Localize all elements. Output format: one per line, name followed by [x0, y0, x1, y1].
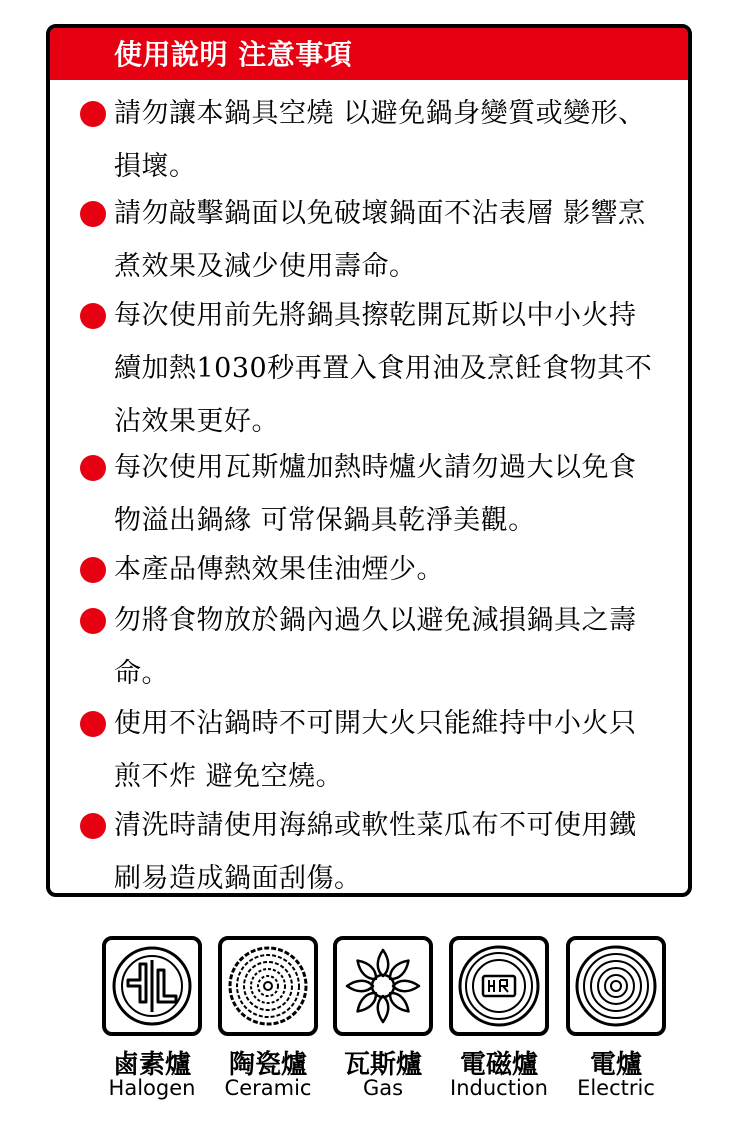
induction-icon	[449, 936, 549, 1036]
notice-item-line: 物溢出鍋緣 可常保鍋具乾淨美觀。	[114, 505, 536, 536]
cooktop-zh-label: 瓦斯爐	[343, 1050, 422, 1080]
notice-item-line: 刷易造成鍋面刮傷。	[114, 863, 362, 894]
cooktop-en-label: Halogen	[108, 1076, 196, 1100]
notice-item-line: 煮效果及減少使用壽命。	[114, 251, 417, 282]
red-dot-bullet-icon	[80, 455, 106, 481]
cooktop-en-label: Electric	[577, 1076, 655, 1100]
cooktop-zh-label: 鹵素爐	[112, 1050, 191, 1080]
red-dot-bullet-icon	[80, 303, 106, 329]
notice-title: 使用說明 注意事項	[114, 38, 353, 71]
notice-item-line: 沾效果更好。	[114, 406, 279, 437]
notice-item-line: 本產品傳熱效果佳油煙少。	[114, 554, 444, 585]
notice-item-line: 損壞。	[114, 151, 197, 182]
notice-item-line: 每次使用前先將鍋具擦乾開瓦斯以中小火持	[114, 300, 637, 331]
notice-item-line: 請勿敲擊鍋面以免破壞鍋面不沾表層 影響烹	[114, 198, 646, 229]
cooktop-compatibility-row	[0, 936, 750, 1136]
notice-item-line: 使用不沾鍋時不可開大火只能維持中小火只	[114, 708, 637, 739]
red-dot-bullet-icon	[80, 711, 106, 737]
notice-item-line: 每次使用瓦斯爐加熱時爐火請勿過大以免食	[114, 452, 637, 483]
cooktop-en-label: Induction	[450, 1076, 548, 1100]
notice-item-line: 煎不炸 避免空燒。	[114, 761, 344, 792]
gas-icon	[333, 936, 433, 1036]
notice-item-line: 清洗時請使用海綿或軟性菜瓜布不可使用鐵	[114, 810, 637, 841]
notice-header	[50, 28, 688, 80]
notice-box	[46, 24, 692, 897]
notice-item-line: 續加熱1030秒再置入食用油及烹飪食物其不	[114, 353, 653, 384]
cooktop-zh-label: 陶瓷爐	[228, 1050, 307, 1080]
cooktop-en-label: Gas	[362, 1076, 404, 1100]
notice-item-line: 命。	[114, 658, 169, 689]
red-dot-bullet-icon	[80, 608, 106, 634]
red-dot-bullet-icon	[80, 557, 106, 583]
cooktop-zh-label: 電爐	[589, 1050, 642, 1080]
notice-item-line: 請勿讓本鍋具空燒 以避免鍋身變質或變形、	[114, 98, 646, 129]
halogen-icon	[102, 936, 202, 1036]
cooktop-en-label: Ceramic	[224, 1076, 312, 1100]
electric-icon	[566, 936, 666, 1036]
notice-item-line: 勿將食物放於鍋內過久以避免減損鍋具之壽	[114, 605, 637, 636]
red-dot-bullet-icon	[80, 101, 106, 127]
red-dot-bullet-icon	[80, 813, 106, 839]
red-dot-bullet-icon	[80, 201, 106, 227]
ceramic-icon	[218, 936, 318, 1036]
cooktop-zh-label: 電磁爐	[459, 1050, 538, 1080]
